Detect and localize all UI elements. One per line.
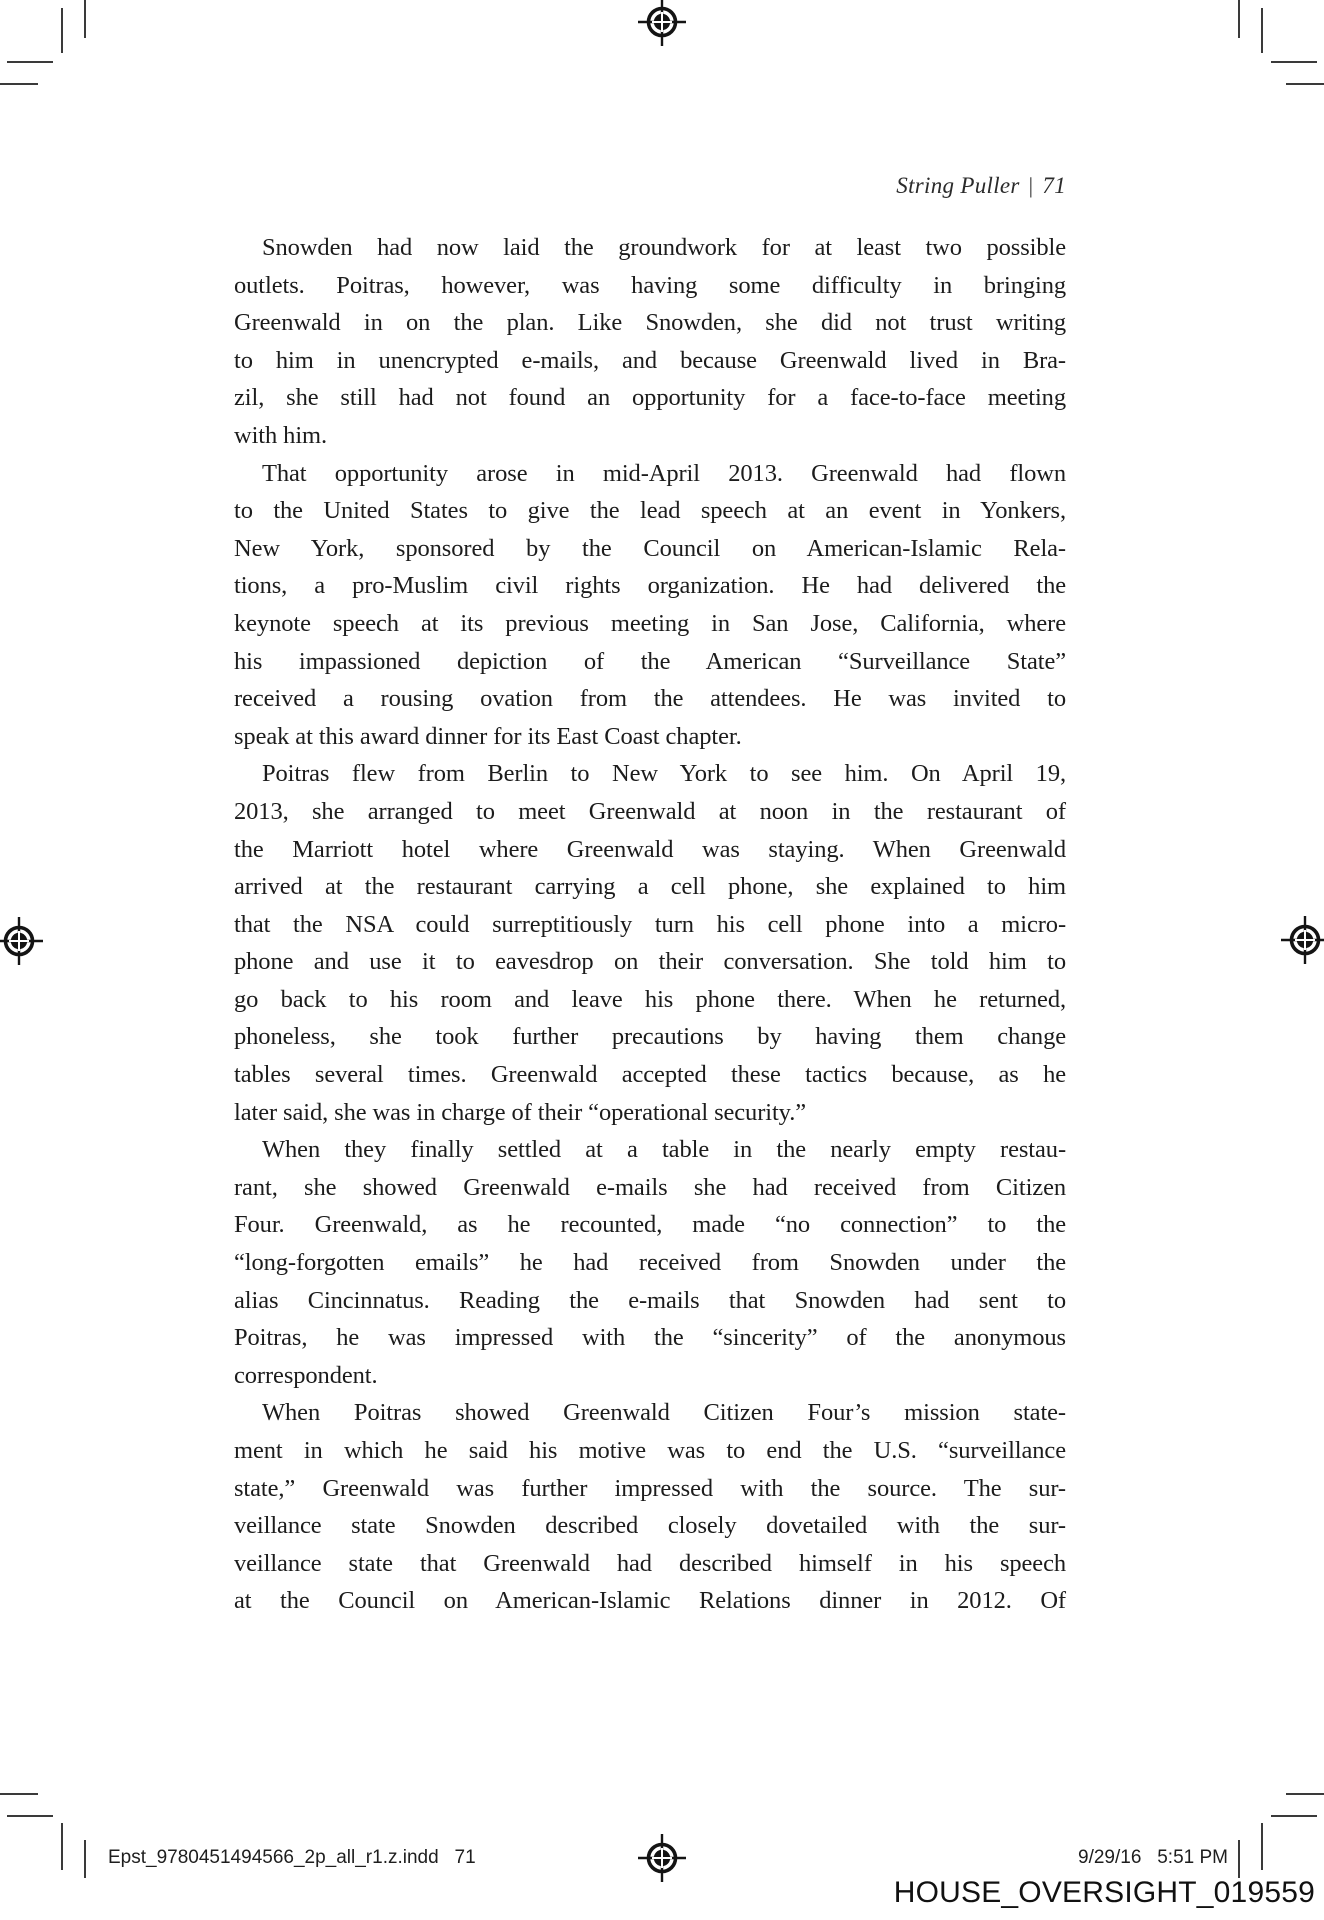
crop-mark-line xyxy=(1271,1815,1317,1817)
crop-mark-line xyxy=(61,8,63,53)
crop-mark-line xyxy=(1271,61,1317,63)
crop-mark-line xyxy=(7,61,53,63)
body-text-line: veillance state Snowden described closely dovetailed with the sur- xyxy=(234,1512,1066,1540)
body-text-line: When they finally settled at a table in the nearly empty restau- xyxy=(262,1136,1066,1164)
body-text-line: “long-forgotten emails” he had received from Snowden under the xyxy=(234,1249,1066,1277)
body-text-line: alias Cincinnatus. Reading the e-mails that Snowden had sent to xyxy=(234,1286,1066,1314)
body-text-line: the Marriott hotel where Greenwald was staying. When Greenwald xyxy=(234,835,1066,863)
chapter-title: String Puller xyxy=(896,173,1020,198)
body-text-line: outlets. Poitras, however, was having some difficulty in bringing xyxy=(234,271,1066,299)
body-text-line: his impassioned depiction of the American “Surveillance State” xyxy=(234,647,1066,675)
crop-mark-line xyxy=(84,1840,86,1878)
body-text-line: arrived at the restaurant carrying a cell phone, she explained to him xyxy=(234,873,1066,901)
body-text-line: rant, she showed Greenwald e-mails she had received from Citizen xyxy=(234,1173,1066,1201)
body-text-line: phone and use it to eavesdrop on their conversation. She told him to xyxy=(234,948,1066,976)
body-text-line: Poitras, he was impressed with the “sincerity” of the anonymous xyxy=(234,1324,1066,1352)
body-text-line: keynote speech at its previous meeting in San Jose, California, where xyxy=(234,609,1066,637)
body-text-line: at the Council on American-Islamic Relations dinner in 2012. Of xyxy=(234,1587,1066,1615)
body-text-line: When Poitras showed Greenwald Citizen Four’s mission state- xyxy=(262,1399,1066,1427)
body-text-line: tables several times. Greenwald accepted these tactics because, as he xyxy=(234,1061,1066,1089)
registration-mark-icon xyxy=(638,0,686,46)
bates-stamp: HOUSE_OVERSIGHT_019559 xyxy=(893,1876,1315,1909)
body-text-line: tions, a pro-Muslim civil rights organization. He had delivered the xyxy=(234,572,1066,600)
body-text-line: veillance state that Greenwald had described himself in his speech xyxy=(234,1549,1066,1577)
crop-mark-line xyxy=(84,0,86,38)
running-header xyxy=(234,173,1066,199)
body-text-line: ment in which he said his motive was to end the U.S. “surveillance xyxy=(234,1437,1066,1464)
crop-mark-line xyxy=(1261,8,1263,53)
body-text-line: phoneless, she took further precautions by having them change xyxy=(234,1023,1066,1051)
body-text-line: That opportunity arose in mid-April 2013. Greenwald had flown xyxy=(262,459,1066,487)
body-text-line: to him in unencrypted e-mails, and because Greenwald lived in Bra- xyxy=(234,346,1066,374)
crop-mark-line xyxy=(7,1815,53,1817)
registration-mark-icon xyxy=(0,917,43,965)
registration-mark-icon xyxy=(638,1834,686,1882)
body-text-line: with him. xyxy=(234,421,328,449)
body-text-block xyxy=(234,229,1066,1620)
print-timestamp: 9/29/16 5:51 PM xyxy=(1078,1847,1228,1868)
body-text-line: correspondent. xyxy=(234,1361,378,1389)
body-text-line: Snowden had now laid the groundwork for at least two possible xyxy=(262,234,1066,261)
body-text-line: to the United States to give the lead speech at an event in Yonkers, xyxy=(234,497,1066,525)
page-number: 71 xyxy=(1042,173,1066,198)
body-text-line: Four. Greenwald, as he recounted, made “no connection” to the xyxy=(234,1211,1066,1239)
body-text-line: New York, sponsored by the Council on American-Islamic Rela- xyxy=(234,534,1066,562)
crop-mark-line xyxy=(1286,1793,1324,1795)
crop-mark-line xyxy=(1261,1823,1263,1870)
body-text-line: zil, she still had not found an opportunity for a face-to-face meeting xyxy=(234,384,1066,412)
body-text-line: go back to his room and leave his phone there. When he returned, xyxy=(234,985,1066,1013)
crop-mark-line xyxy=(1238,1840,1240,1878)
body-text-line: state,” Greenwald was further impressed with the source. The sur- xyxy=(234,1474,1066,1502)
crop-mark-line xyxy=(0,1793,38,1795)
header-separator: | xyxy=(1028,173,1034,198)
body-text-line: speak at this award dinner for its East Coast chapter. xyxy=(234,722,742,750)
crop-mark-line xyxy=(1238,0,1240,38)
body-text-line: later said, she was in charge of their “operational security.” xyxy=(234,1098,807,1126)
body-text-line: Greenwald in on the plan. Like Snowden, she did not trust writing xyxy=(234,309,1066,337)
body-text-line: that the NSA could surreptitiously turn his cell phone into a micro- xyxy=(234,910,1066,938)
body-text-line: Poitras flew from Berlin to New York to see him. On April 19, xyxy=(262,760,1066,788)
print-file-info: Epst_9780451494566_2p_all_r1.z.indd 71 xyxy=(108,1847,476,1868)
crop-mark-line xyxy=(1286,83,1324,85)
body-text-line: received a rousing ovation from the attendees. He was invited to xyxy=(234,685,1066,713)
body-text-line: 2013, she arranged to meet Greenwald at noon in the restaurant of xyxy=(234,797,1066,825)
registration-mark-icon xyxy=(1281,916,1324,964)
crop-mark-line xyxy=(0,83,38,85)
crop-mark-line xyxy=(61,1823,63,1870)
